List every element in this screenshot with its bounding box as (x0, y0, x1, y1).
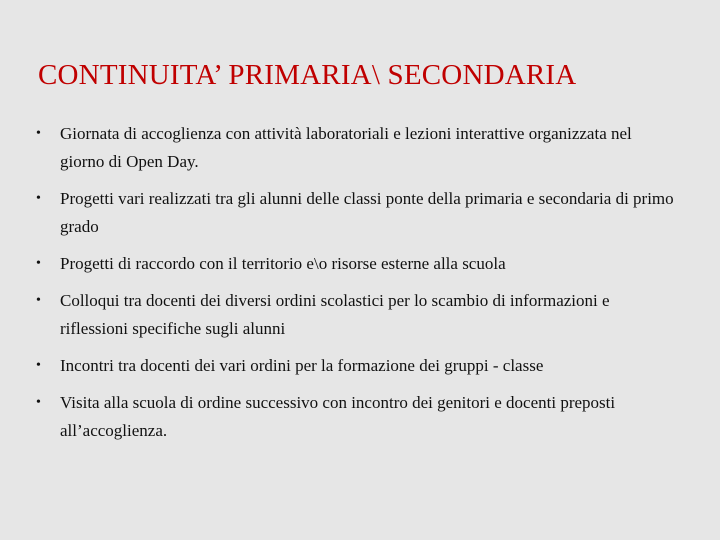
bullet-item (36, 120, 676, 176)
bullet-list (36, 120, 676, 454)
bullet-text: Colloqui tra docenti dei diversi ordini scolastici per lo scambio di informazioni e riflessioni specifiche sugli alunni (60, 291, 610, 338)
bullet-item (36, 185, 676, 241)
bullet-icon: • (36, 126, 41, 141)
slide-title: CONTINUITA’ PRIMARIA\ SECONDARIA (38, 59, 577, 91)
bullet-icon: • (36, 256, 41, 271)
bullet-text: Incontri tra docenti dei vari ordini per la formazione dei gruppi - classe (60, 356, 544, 375)
bullet-icon: • (36, 191, 41, 206)
bullet-text: Giornata di accoglienza con attività laboratoriali e lezioni interattive organizzata nel giorno di Open Day. (60, 124, 632, 171)
bullet-text: Visita alla scuola di ordine successivo con incontro dei genitori e docenti preposti all’accoglienza. (60, 393, 616, 440)
bullet-icon: • (36, 395, 41, 410)
bullet-item (36, 250, 676, 278)
bullet-icon: • (36, 293, 41, 308)
bullet-text: Progetti vari realizzati tra gli alunni delle classi ponte della primaria e secondaria di primo grado (60, 189, 674, 236)
bullet-icon: • (36, 358, 41, 373)
bullet-item (36, 287, 676, 343)
bullet-item (36, 352, 676, 380)
bullet-text: Progetti di raccordo con il territorio e\o risorse esterne alla scuola (60, 254, 506, 273)
bullet-item (36, 389, 676, 445)
